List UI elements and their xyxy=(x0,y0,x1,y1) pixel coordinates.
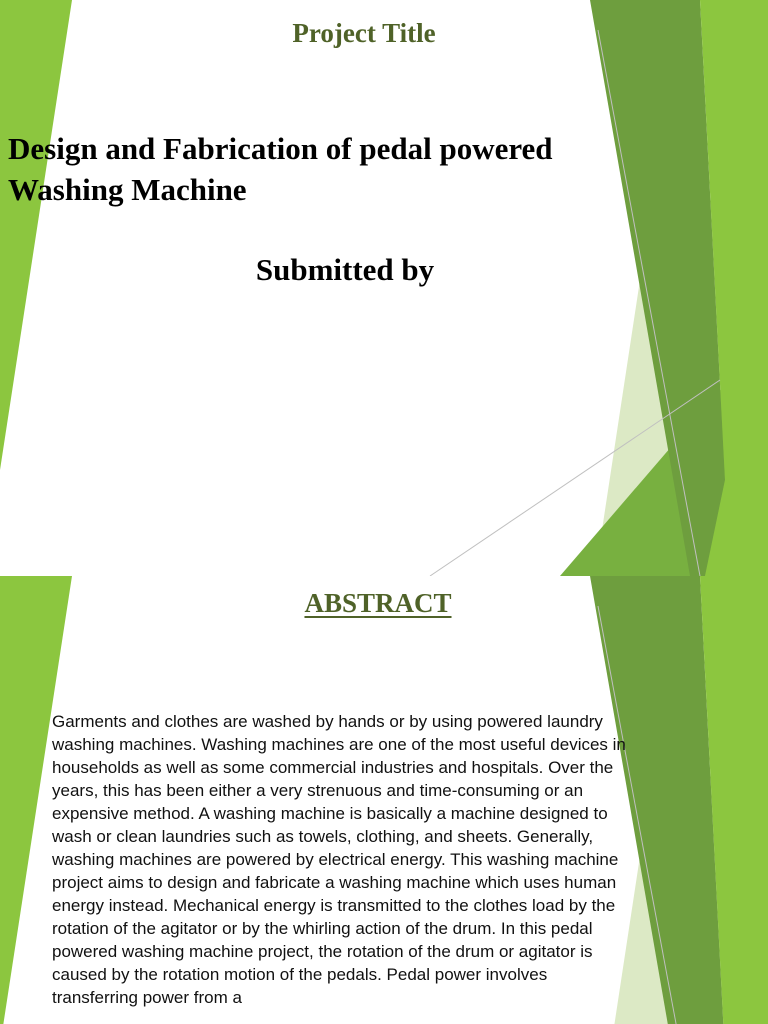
abstract-slide xyxy=(0,576,768,1024)
abstract-body: Garments and clothes are washed by hands or by using powered laundry washing machines. Washing machines are one of the most useful devices in households as well as some commercial industries and hospitals. Over the years, this has been either a very strenuous and time-consuming or an expensive method. A washing machine is basically a machine designed to wash or clean laundries such as towels, clothing, and sheets. Generally, washing machines are powered by electrical energy. This washing machine project aims to design and fabricate a washing machine which uses human energy instead. Mechanical energy is transmitted to the clothes load by the rotation of the agitator or by the whirling action of the drum. In this pedal powered washing machine project, the rotation of the drum or agitator is caused by the rotation motion of the pedals. Pedal power involves transferring power from a xyxy=(52,712,626,1007)
project-title-label: Project Title xyxy=(292,18,436,48)
abstract-heading-text: ABSTRACT xyxy=(304,588,452,618)
submitted-by-label: Submitted by xyxy=(255,252,435,287)
left-green-triangle xyxy=(0,0,72,470)
project-title: Design and Fabrication of pedal powered Washing Machine xyxy=(8,131,553,207)
abstract-heading xyxy=(0,588,756,619)
